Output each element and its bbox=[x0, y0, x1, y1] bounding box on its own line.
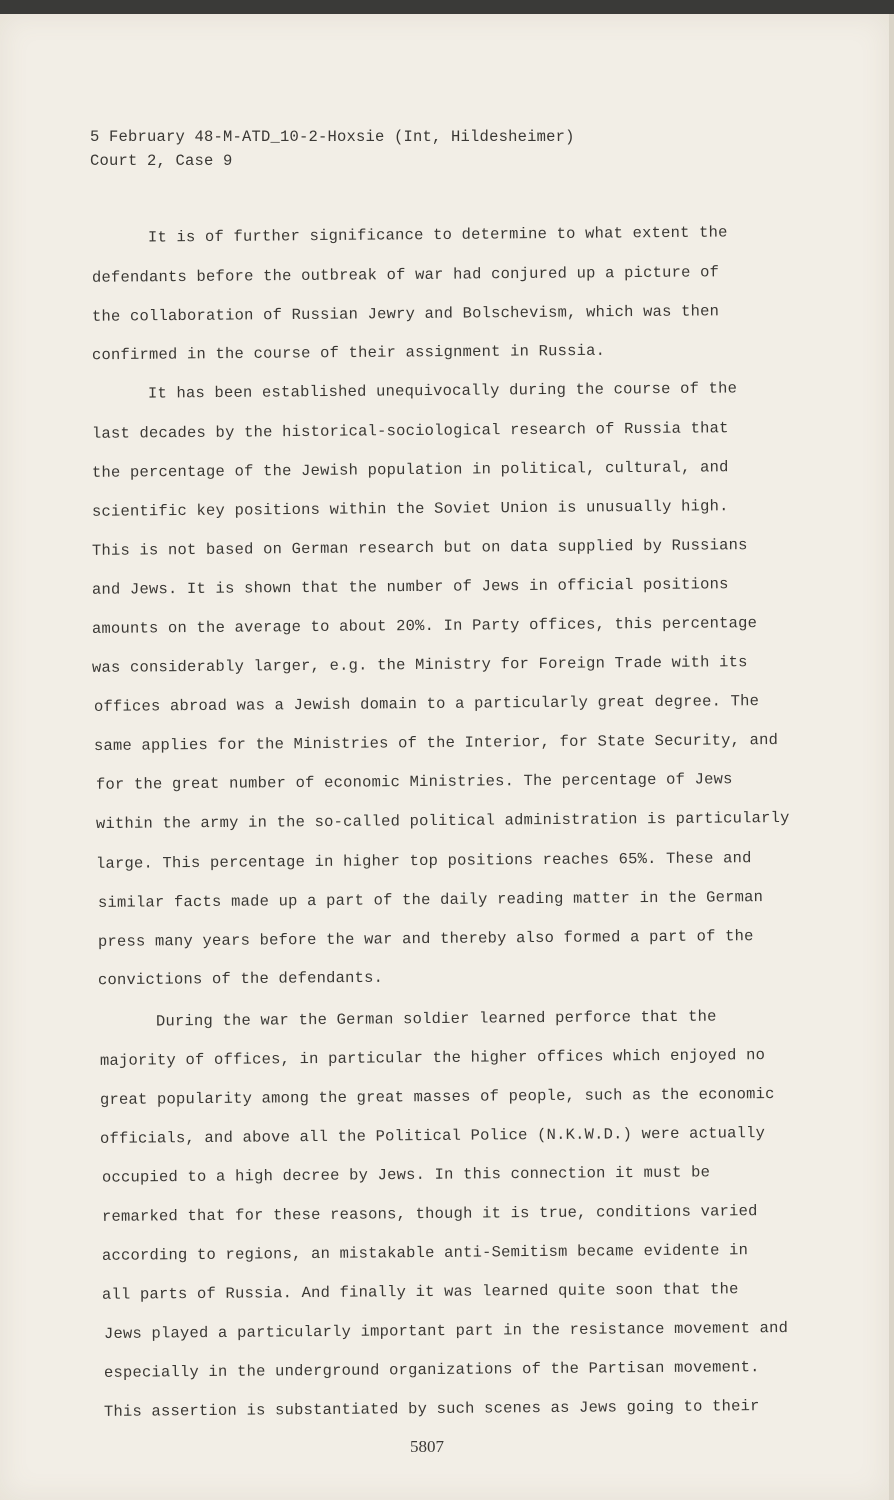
body-line: defendants before the outbreak of war had conjured up a picture of bbox=[91, 263, 720, 287]
body-line: During the war the German soldier learned perforce that the bbox=[155, 1007, 717, 1031]
body-line: It is of further significance to determine to what extent the bbox=[147, 223, 728, 247]
body-line: similar facts made up a part of the daily reading matter in the German bbox=[97, 888, 764, 912]
body-line: and Jews. It is shown that the number of Jews in official positions bbox=[91, 575, 729, 599]
body-line: convictions of the defendants. bbox=[97, 968, 384, 990]
header-date-line: 5 February 48-M-ATD_10-2-Hoxsie (Int, Hildesheimer) bbox=[90, 128, 575, 146]
body-line: remarked that for these reasons, though it is true, conditions varied bbox=[101, 1202, 758, 1226]
body-line: occupied to a high decree by Jews. In this connection it must be bbox=[101, 1163, 711, 1187]
header-court-line: Court 2, Case 9 bbox=[90, 152, 233, 170]
body-line: officials, and above all the Political Police (N.K.W.D.) were actually bbox=[99, 1124, 766, 1148]
body-line: last decades by the historical-sociological research of Russia that bbox=[91, 419, 729, 443]
body-line: the percentage of the Jewish population in political, cultural, and bbox=[91, 458, 729, 482]
page-edge bbox=[889, 14, 894, 1500]
body-line: large. This percentage in higher top positions reaches 65%. These and bbox=[95, 849, 752, 873]
body-line: was considerably larger, e.g. the Ministry for Foreign Trade with its bbox=[91, 653, 748, 677]
body-line: within the army in the so-called political administration is particularly bbox=[95, 808, 790, 834]
body-line: Jews played a particularly important part in the resistance movement and bbox=[103, 1319, 789, 1343]
body-line: scientific key positions within the Soviet Union is unusually high. bbox=[91, 497, 729, 521]
body-line: majority of offices, in particular the higher offices which enjoyed no bbox=[99, 1046, 766, 1070]
body-line: all parts of Russia. And finally it was learned quite soon that the bbox=[101, 1280, 739, 1304]
page-number: 5807 bbox=[410, 1437, 444, 1456]
body-line: amounts on the average to about 20%. In Party offices, this percentage bbox=[91, 614, 758, 638]
body-line: This is not based on German research but on data supplied by Russians bbox=[91, 536, 748, 560]
body-line: It has been established unequivocally during the course of the bbox=[147, 379, 738, 403]
body-line: the collaboration of Russian Jewry and Bolschevism, which was then bbox=[91, 302, 720, 326]
body-line: for the great number of economic Ministries. The percentage of Jews bbox=[95, 770, 733, 794]
body-line: especially in the underground organizations of the Partisan movement. bbox=[103, 1358, 760, 1382]
body-line: confirmed in the course of their assignment in Russia. bbox=[91, 341, 606, 365]
body-line: This assertion is substantiated by such scenes as Jews going to their bbox=[103, 1397, 760, 1421]
body-line: offices abroad was a Jewish domain to a particularly great degree. The bbox=[93, 692, 760, 716]
body-line: same applies for the Ministries of the Interior, for State Security, and bbox=[93, 731, 779, 755]
body-line: according to regions, an mistakable anti-Semitism became evidente in bbox=[101, 1241, 749, 1265]
body-line: press many years before the war and thereby also formed a part of the bbox=[97, 927, 754, 951]
body-line: great popularity among the great masses of people, such as the economic bbox=[99, 1085, 775, 1109]
